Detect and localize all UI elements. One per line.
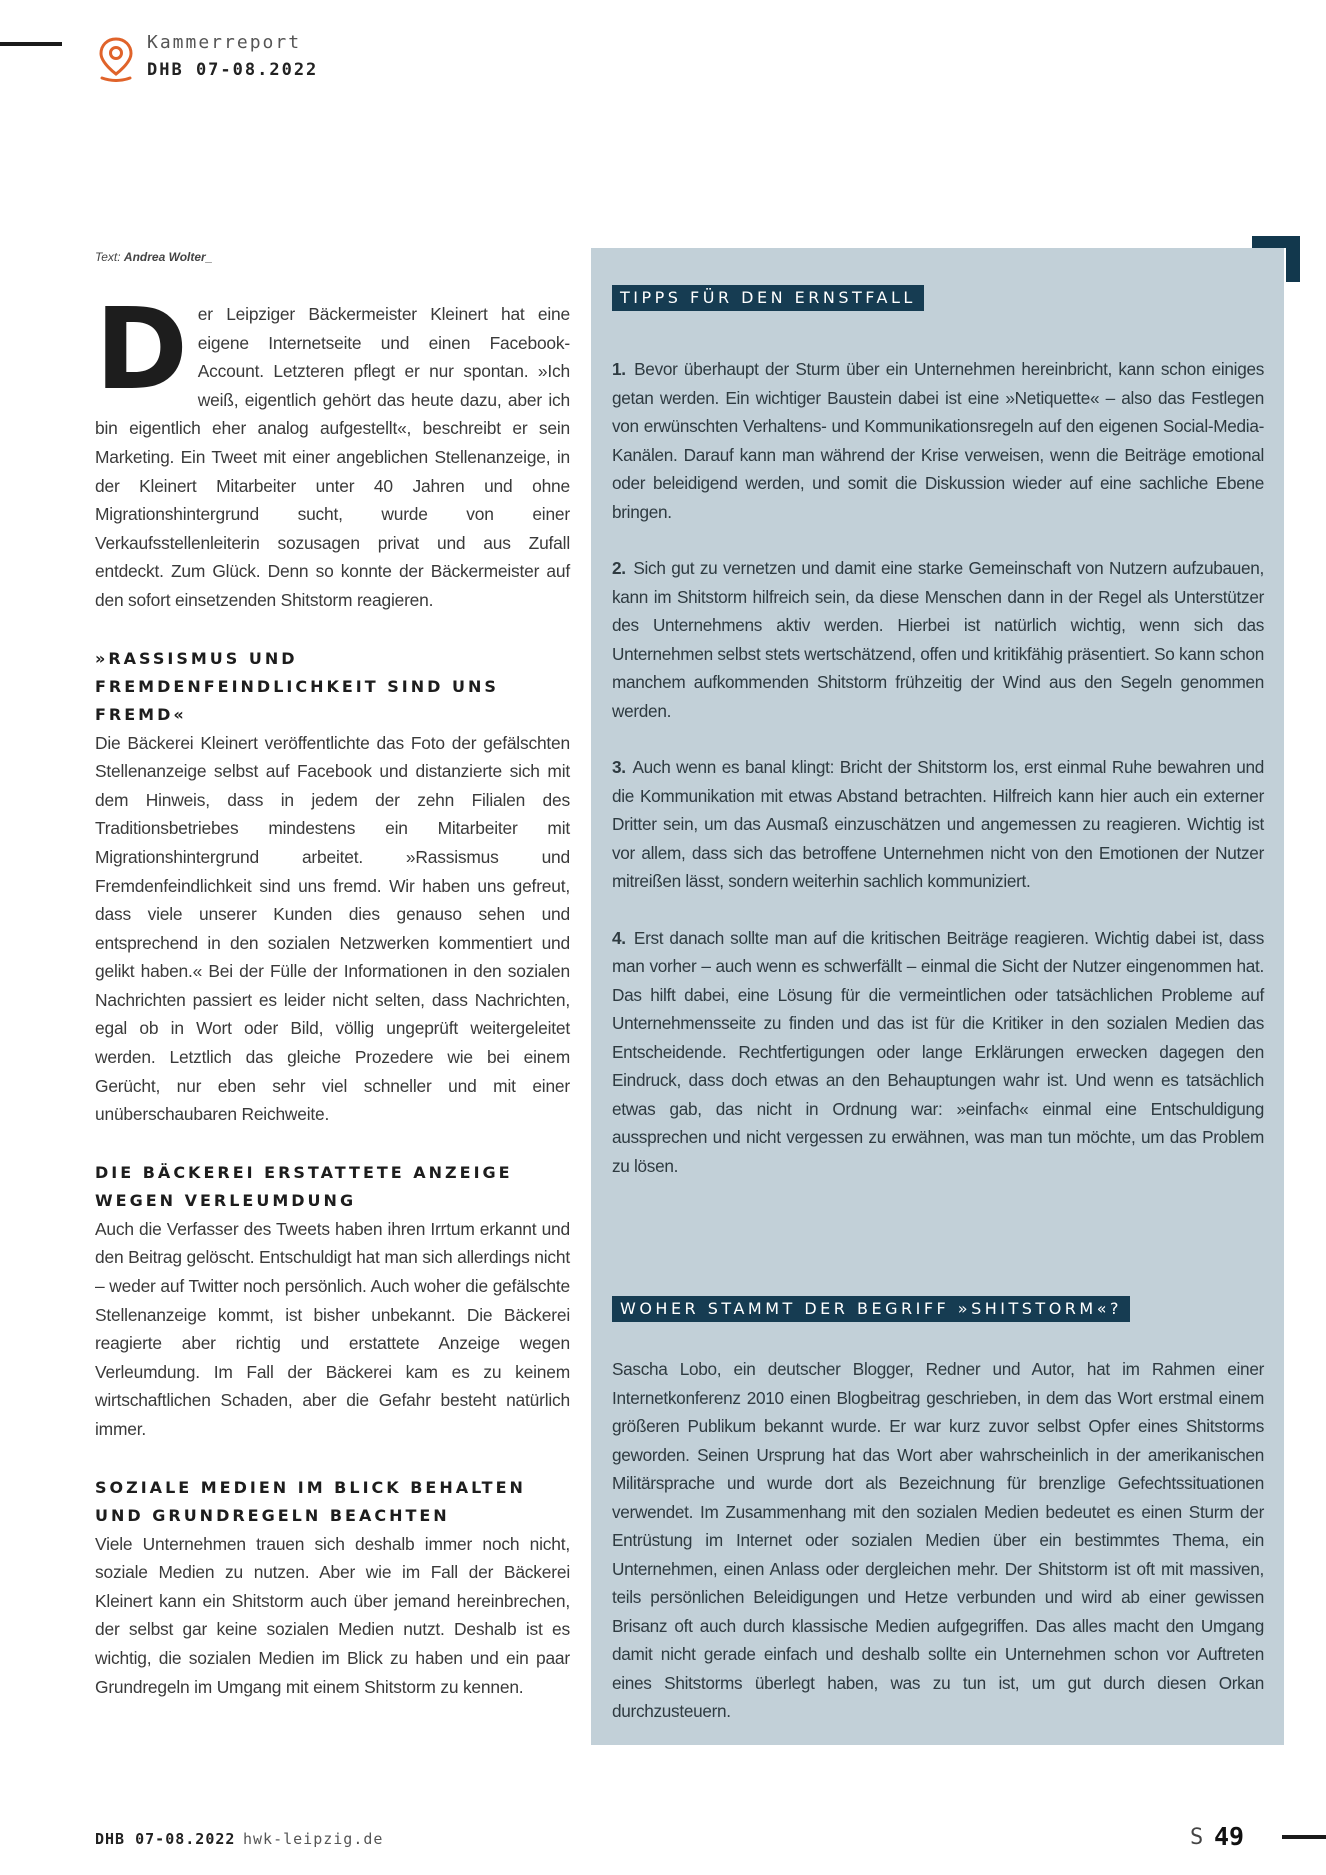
- issue-label: DHB 07-08.2022: [147, 60, 319, 80]
- section-text-2: Auch die Verfasser des Tweets haben ihren Irrtum erkannt und den Beitrag gelöscht. Entschuldigt hat man sich allerdings nicht – weder auf Twitter noch persönlich. Auch woher die gefälschte Stellenanzeige kommt, ist bisher unbekannt. Die Bäckerei reagierte aber richtig und erstattete Anzeige wegen Verleumdung. Im Fall der Bäckerei kam es zu keinem wirtschaftlichen Schaden, aber die Gefahr besteht natürlich immer.: [95, 1218, 570, 1439]
- article-column: [95, 285, 570, 1701]
- drop-cap: D: [95, 285, 188, 415]
- intro-paragraph: [95, 285, 570, 615]
- tip-item-3: [612, 753, 1264, 896]
- author-name: Andrea Wolter_: [123, 250, 213, 264]
- origin-text: Sascha Lobo, ein deutscher Blogger, Redner und Autor, hat im Rahmen einer Internetkonferenz 2010 einen Blogbeitrag geschrieben, in dem das Wort erstmal einem größeren Publikum bekannt wurde. Er war kurz zuvor selbst Opfer eines Shitstorms geworden. Seinen Ursprung hat das Wort aber wahrscheinlich in der amerikanischen Militärsprache und wurde dort als Bezeichnung für brenzlige Gefechtssituationen verwendet. Im Zusammenhang mit den sozialen Medien bedeutet es einen Sturm der Entrüstung im Internet oder sozialen Medien über ein bestimmtes Thema, ein Unternehmen, einen Anlass oder dergleichen mehr. Der Shitstorm ist oft mit massiven, teils persönlichen Beleidigungen und Hetze verbunden und wird ab einer gewissen Brisanz oft auch durch klassische Medien aufgegriffen. Das alles macht den Umgang damit nicht gerade einfach und deshalb sollte ein Unternehmen schon vor Auftreten eines Shitstorms überlegt haben, was zu tun ist, um gut durch diesen Orkan durchzusteuern.: [612, 1359, 1264, 1721]
- tip-number: 4.: [612, 927, 626, 948]
- section-heading-3: SOZIALE MEDIEN IM BLICK BEHALTEN UND GRUNDREGELN BEACHTEN: [95, 1477, 526, 1525]
- tips-list: [612, 355, 1264, 1208]
- section-text-1: Die Bäckerei Kleinert veröffentlichte das Foto der gefälschten Stellenanzeige selbst auf Facebook und distanzierte sich mit dem Hinweis, dass in jedem der zehn Filialen des Traditionsbetriebes mindestens ein Mitarbeiter mit Migrationshintergrund arbeitet. »Rassismus und Fremdenfeindlichkeit sind uns fremd. Wir haben uns gefreut, dass viele unserer Kunden dies genauso sehen und entsprechend in den sozialen Netzwerken kommentiert und gelikt haben.« Bei der Fülle der Informationen in den sozialen Nachrichten passiert es leider nicht selten, dass Nachrichten, egal ob in Wort oder Bild, völlig ungeprüft weitergeleitet werden. Letztlich das gleiche Prozedere wie bei einem Gerücht, nur eben sehr viel schneller und mit einer unüberschaubaren Reichweite.: [95, 732, 570, 1125]
- origin-heading: WOHER STAMMT DER BEGRIFF »SHITSTORM«?: [612, 1296, 1130, 1322]
- tip-item-2: [612, 554, 1264, 725]
- origin-section: [612, 1355, 1264, 1754]
- tip-text: Bevor überhaupt der Sturm über ein Unternehmen hereinbricht, kann schon einiges getan werden. Ein wichtiger Baustein dabei ist eine »Netiquette« – also das Festlegen von erwünschten Verhaltens- und Kommunikationsregeln auf den eigenen Social-Media-Kanälen. Darauf kann man während der Krise verweisen, wenn die Beiträge emotional oder beleidigend werden, und somit die Diskussion wieder auf eine sachliche Ebene bringen.: [612, 359, 1265, 522]
- page-prefix: S: [1190, 1825, 1204, 1850]
- tip-text: Sich gut zu vernetzen und damit eine starke Gemeinschaft von Nutzern aufzubauen, kann im Shitstorm hilfreich sein, da diese Menschen dann in der Regel als Unterstützer des Unternehmens aktiv werden. Hierbei ist natürlich wichtig, wenn sich das Unternehmen selbst stets wertschätzend, offen und kritikfähig präsentiert. So kann schon manchem aufkommenden Shitstorm frühzeitig der Wind aus den Segeln genommen werden.: [612, 558, 1264, 721]
- section-text-3: Viele Unternehmen trauen sich deshalb immer noch nicht, soziale Medien zu nutzen. Aber wie im Fall der Bäckerei Kleinert kann ein Shitstorm auch über jemand hereinbrechen, der selbst gar keine sozialen Medien nutzt. Deshalb ist es wichtig, die sozialen Medien im Blick zu haben und ein paar Grundregeln im Umgang mit einem Shitstorm zu kennen.: [95, 1533, 570, 1697]
- footer-url[interactable]: hwk-leipzig.de: [243, 1830, 384, 1848]
- header-rule: [0, 42, 62, 46]
- footer-rule: [1282, 1835, 1326, 1839]
- tip-item-1: [612, 355, 1264, 526]
- byline: [95, 250, 212, 264]
- tip-text: Auch wenn es banal klingt: Bricht der Shitstorm los, erst einmal Ruhe bewahren und die Kommunikation mit etwas Abstand betrachten. Hilfreich kann hier auch ein externer Dritter sein, um das Ausmaß einzuschätzen und angemessen zu reagieren. Wichtig ist vor allem, dass sich das betroffene Unternehmen nicht von den Emotionen der Nutzer mitreißen lässt, sondern weiterhin sachlich kommuniziert.: [612, 757, 1264, 891]
- magazine-title: Kammerreport: [147, 32, 302, 53]
- tip-item-4: [612, 924, 1264, 1181]
- tip-number: 3.: [612, 757, 626, 777]
- section-heading-2: DIE BÄCKEREI ERSTATTETE ANZEIGE WEGEN VERLEUMDUNG: [95, 1162, 513, 1210]
- tip-number: 1.: [612, 359, 626, 379]
- intro-text: er Leipziger Bäckermeister Kleinert hat eine eigene Internetseite und einen Facebook-Account. Letzteren pflegt er nur spontan. »Ich weiß, eigentlich gehört das heute dazu, aber ich bin eigentlich eher analog aufgestellt«, beschreibt er sein Marketing. Ein Tweet mit einer angeblichen Stellenanzeige, in der Kleinert Mitarbeiter unter 40 Jahren und ohne Migrationshintergrund sucht, wurde von einer Verkaufsstellenleiterin sozusagen privat und aus Zufall entdeckt. Zum Glück. Denn so konnte der Bäckermeister auf den sofort einsetzenden Shitstorm reagieren.: [95, 304, 570, 610]
- tip-number: 2.: [612, 558, 626, 578]
- corner-mark-vertical: [1286, 236, 1300, 282]
- section-heading-1: »RASSISMUS UND FREMDENFEINDLICHKEIT SIND UNS FREMD«: [95, 648, 499, 724]
- page-number: 49: [1214, 1822, 1245, 1851]
- footer-issue: DHB 07-08.2022: [95, 1830, 236, 1848]
- location-pin-icon: [96, 36, 136, 82]
- byline-prefix: Text:: [95, 250, 121, 264]
- tips-heading: TIPPS FÜR DEN ERNSTFALL: [612, 285, 924, 311]
- tip-text: Erst danach sollte man auf die kritischen Beiträge reagieren. Wichtig dabei ist, dass man vorher – auch wenn es schwerfällt – einmal die Sicht der Nutzer eingenommen hat. Das hilft dabei, eine Lösung für die vermeintlichen oder tatsächlichen Probleme auf Unternehmensseite zu finden und das ist für die Kritiker in den sozialen Medien das Entscheidende. Rechtfertigungen oder lange Erklärungen erwecken dagegen den Eindruck, dass doch etwas an den Behauptungen wahr ist. Und wenn es tatsächlich etwas gab, das nicht in Ordnung war: »einfach« einmal eine Entschuldigung aussprechen und nicht vergessen zu erwähnen, was man tun möchte, um das Problem zu lösen.: [612, 927, 1264, 1176]
